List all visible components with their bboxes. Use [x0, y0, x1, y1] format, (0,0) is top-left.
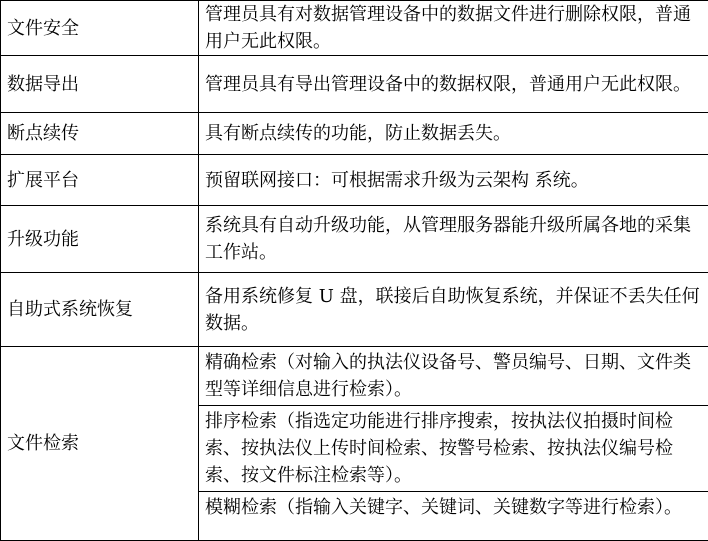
table-row [1, 206, 708, 273]
table-row [1, 155, 708, 206]
feature-name: 断点续传 [1, 113, 199, 155]
table-row [1, 347, 708, 541]
table-row [1, 113, 708, 155]
feature-name: 升级功能 [1, 206, 199, 273]
search-methods [199, 347, 708, 541]
feature-description: 系统具有自动升级功能，从管理服务器能升级所属各地的采集工作站。 [199, 206, 708, 273]
search-method: 精确检索（对输入的执法仪设备号、警员编号、日期、文件类型等详细信息进行检索）。 [199, 347, 708, 406]
feature-description: 具有断点续传的功能，防止数据丢失。 [199, 113, 708, 155]
feature-name: 自助式系统恢复 [1, 273, 199, 347]
table-row [1, 56, 708, 113]
feature-name: 数据导出 [1, 56, 199, 113]
feature-description: 管理员具有导出管理设备中的数据权限，普通用户无此权限。 [199, 56, 708, 113]
feature-name: 文件安全 [1, 1, 199, 56]
feature-description: 备用系统修复 U 盘，联接后自助恢复系统，并保证不丢失任何数据。 [199, 273, 708, 347]
feature-name: 文件检索 [1, 347, 199, 541]
feature-description: 管理员具有对数据管理设备中的数据文件进行删除权限，普通用户无此权限。 [199, 1, 708, 56]
search-method: 排序检索（指选定功能进行排序搜索，按执法仪拍摄时间检索、按执法仪上传时间检索、按警号检索、按执法仪编号检索、按文件标注检索等）。 [199, 406, 708, 492]
table-row [1, 273, 708, 347]
search-method: 模糊检索（指输入关键字、关键词、关键数字等进行检索）。 [199, 492, 708, 523]
feature-description: 预留联网接口：可根据需求升级为云架构 系统。 [199, 155, 708, 206]
table-row [1, 1, 708, 56]
feature-name: 扩展平台 [1, 155, 199, 206]
